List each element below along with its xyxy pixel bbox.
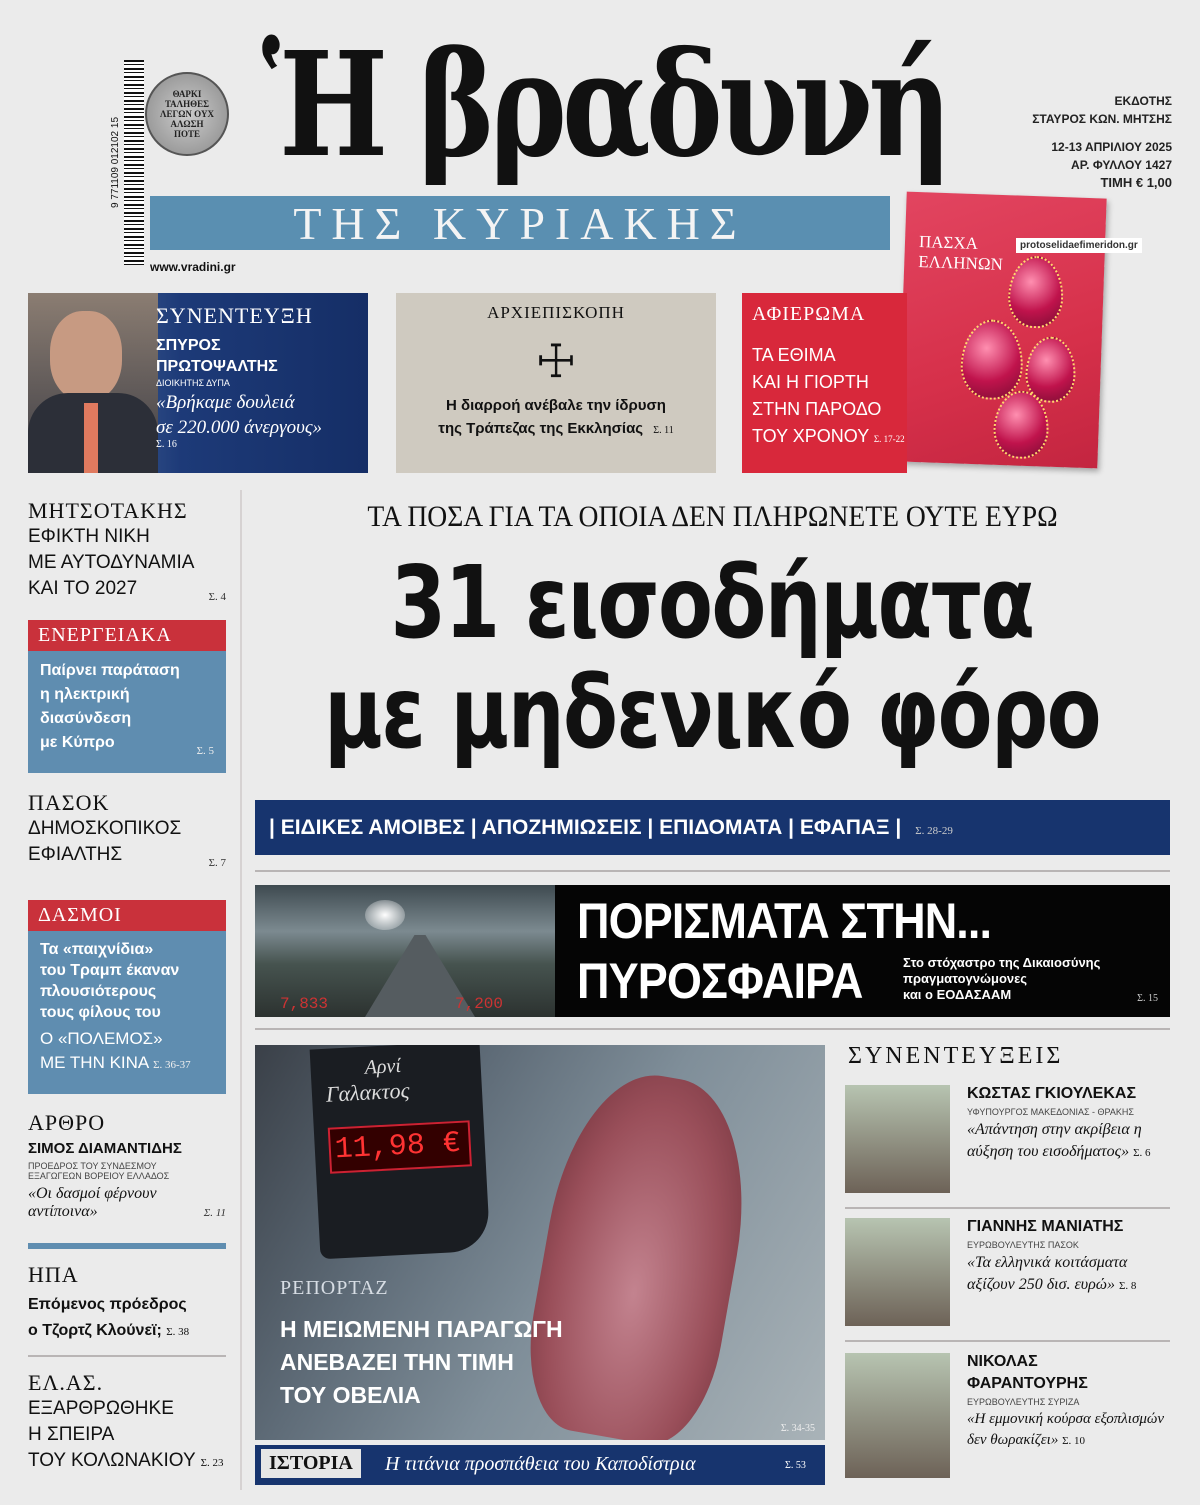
story-line: διασύνδεση xyxy=(40,710,132,727)
teaser-line: ΤΑ ΕΘΙΜΑ xyxy=(752,345,836,365)
interviewee-role: ΔΙΟΙΚΗΤΗΣ ΔΥΠΑ xyxy=(156,378,230,388)
price-sign xyxy=(310,1045,491,1259)
page-ref: Σ. 15 xyxy=(1137,993,1158,1004)
archdiocese-teaser[interactable] xyxy=(396,293,716,473)
report-line: ΤΟΥ ΟΒΕΛΙΑ xyxy=(280,1382,421,1408)
story-line: η ηλεκτρική xyxy=(40,686,130,703)
section-divider xyxy=(845,1340,1170,1342)
interviewee-name: ΝΙΚΟΛΑΣ xyxy=(967,1353,1038,1370)
tariffs-story[interactable] xyxy=(28,900,226,1094)
main-kicker: ΤΑ ΠΟΣΑ ΓΙΑ ΤΑ ΟΠΟΙΑ ΔΕΝ ΠΛΗΡΩΝΕΤΕ ΟΥΤΕ ΕΥΡΩ xyxy=(367,500,1058,533)
story-line: Τα «παιχνίδια» xyxy=(40,941,154,958)
issue-date: 12-13 ΑΠΡΙΛΙΟΥ 2025 xyxy=(1051,140,1172,154)
interview-quote: «Απάντηση στην ακρίβεια η αύξηση του εισοδήματος» xyxy=(967,1121,1142,1160)
main-headline[interactable] xyxy=(254,544,1169,771)
history-label: ΙΣΤΟΡΙΑ xyxy=(261,1449,361,1478)
easter-egg-icon xyxy=(1007,255,1064,329)
interviewee-name: ΓΙΑΝΝΗΣ ΜΑΝΙΑΤΗΣ xyxy=(967,1218,1124,1235)
website-link[interactable]: www.vradini.gr xyxy=(150,260,236,274)
interviewee-role: ΕΥΡΩΒΟΥΛΕΥΤΗΣ ΣΥΡΙΖΑ xyxy=(967,1397,1080,1407)
author-role: ΕΞΑΓΩΓΕΩΝ ΒΟΡΕΙΟΥ ΕΛΛΑΔΟΣ xyxy=(28,1171,170,1181)
publisher: ΣΤΑΥΡΟΣ ΚΩΝ. ΜΗΤΣΗΣ xyxy=(1032,112,1172,126)
issue-info xyxy=(990,92,1172,192)
story-line: ΜΕ ΑΥΤΟΔΥΝΑΜΙΑ xyxy=(28,552,195,573)
story-line: με Κύπρο xyxy=(40,734,115,751)
section-divider xyxy=(255,1028,1170,1030)
article-story[interactable] xyxy=(28,1110,226,1221)
banner-title: ΠΟΡΙΣΜΑΤΑ ΣΤΗΝ... xyxy=(577,893,992,949)
teaser-text: Η διαρροή ανέβαλε την ίδρυση xyxy=(446,397,666,414)
banner-sub: και ο ΕΟΔΑΣΑΑΜ xyxy=(903,987,1012,1002)
mitsotakis-story[interactable] xyxy=(28,498,226,610)
issue-number: ΑΡ. ΦΥΛΛΟΥ 1427 xyxy=(1071,158,1172,172)
teaser-line: ΣΤΗΝ ΠΑΡΟΔΟ xyxy=(752,399,882,419)
page-ref: Σ. 38 xyxy=(166,1326,190,1338)
story-line: ΕΦΙΑΛΤΗΣ xyxy=(28,844,123,865)
publisher-label: ΕΚΔΟΤΗΣ xyxy=(1114,94,1172,108)
banner-sub: Στο στόχαστρο της Δικαιοσύνης xyxy=(903,955,1101,970)
sub-line: ΜΕ ΤΗΝ ΚΙΝΑ xyxy=(40,1053,149,1072)
history-bar[interactable] xyxy=(255,1445,825,1485)
image-label: 7,833 xyxy=(280,995,329,1013)
story-line: ΤΟΥ ΚΟΛΩΝΑΚΙΟΥ xyxy=(28,1450,196,1471)
section-divider xyxy=(255,870,1170,872)
lamb-report[interactable] xyxy=(255,1045,825,1440)
interviews-head: ΣΥΝΕΝΤΕΥΞΕΙΣ xyxy=(848,1043,1064,1069)
banner-title: ΠΥΡΟΣΦΑΙΡΑ xyxy=(577,953,863,1009)
page-ref: Σ. 5 xyxy=(196,745,214,757)
author-name: ΣΙΜΟΣ ΔΙΑΜΑΝΤΙΔΗΣ xyxy=(28,1140,182,1157)
story-line: ΚΑΙ ΤΟ 2027 xyxy=(28,578,138,599)
interviewee-role: ΥΦΥΠΟΥΡΓΟΣ ΜΑΚΕΔΟΝΙΑΣ - ΘΡΑΚΗΣ xyxy=(967,1107,1134,1117)
watermark: protoselidaefimeridon.gr xyxy=(1016,238,1142,253)
section-head: ΜΗΤΣΟΤΑΚΗΣ xyxy=(28,498,188,523)
teaser-line: ΤΟΥ ΧΡΟΝΟΥ xyxy=(752,426,869,446)
usa-story[interactable] xyxy=(28,1262,226,1345)
teaser-line: ΚΑΙ Η ΓΙΟΡΤΗ xyxy=(752,372,869,392)
page-ref: Σ. 7 xyxy=(208,857,226,869)
double-headed-eagle-icon: ☩ xyxy=(535,335,577,387)
story-line: Επόμενος πρόεδρος xyxy=(28,1296,187,1313)
box-kicker: ΑΡΧΙΕΠΙΣΚΟΠΗ xyxy=(487,303,625,322)
interviewee-role: ΕΥΡΩΒΟΥΛΕΥΤΗΣ ΠΑΣΟΚ xyxy=(967,1240,1079,1250)
headline-line: 31 εισοδήματα xyxy=(390,544,1034,661)
interview-quote: «Η εμμονική κούρσα εξοπλισμών δεν θωρακίζει» xyxy=(967,1411,1165,1448)
interviewee-photo xyxy=(845,1085,950,1193)
author-role: ΠΡΟΕΔΡΟΣ ΤΟΥ ΣΥΝΔΕΣΜΟΥ xyxy=(28,1161,157,1171)
sign-text: Γαλακτος xyxy=(325,1077,411,1107)
story-line: Παίρνει παράταση xyxy=(40,662,180,679)
interviewee-name: ΦΑΡΑΝΤΟΥΡΗΣ xyxy=(967,1375,1088,1392)
page-ref: Σ. 4 xyxy=(208,591,226,603)
story-line: τους φίλους του xyxy=(40,1004,161,1021)
banner-sub: πραγματογνώμονες xyxy=(903,971,1028,986)
interviewee-first: ΣΠΥΡΟΣ xyxy=(156,337,221,354)
page-ref: Σ. 34-35 xyxy=(780,1423,815,1434)
image-label: 7,200 xyxy=(455,995,504,1013)
easter-egg-icon xyxy=(960,319,1025,401)
elas-story[interactable] xyxy=(28,1370,226,1476)
wildfire-banner[interactable] xyxy=(255,885,1170,1017)
page-ref: Σ. 23 xyxy=(200,1457,224,1469)
story-line: Η ΣΠΕΙΡΑ xyxy=(28,1424,115,1445)
section-head: ΗΠΑ xyxy=(28,1262,79,1287)
page-ref: Σ. 17-22 xyxy=(873,434,905,444)
story-line: ΕΦΙΚΤΗ ΝΙΚΗ xyxy=(28,526,150,547)
box-kicker: ΣΥΝΕΝΤΕΥΞΗ xyxy=(156,303,313,328)
page-ref: Σ. 11 xyxy=(203,1207,226,1219)
quote-line: «Βρήκαμε δουλειά xyxy=(156,392,295,413)
section-divider xyxy=(28,1243,226,1249)
topics: | ΕΙΔΙΚΕΣ ΑΜΟΙΒΕΣ | ΑΠΟΖΗΜΙΩΣΕΙΣ | ΕΠΙΔΟΜΑΤΑ | ΕΦΑΠΑΞ | xyxy=(269,816,902,839)
price: ΤΙΜΗ € 1,00 xyxy=(1100,175,1172,190)
supplement-title: ΠΑΣΧΑ ΕΛΛΗΝΩΝ xyxy=(918,232,1004,274)
sub-line: Ο «ΠΟΛΕΜΟΣ» xyxy=(40,1029,163,1048)
section-head: ΑΡΘΡΟ xyxy=(28,1110,106,1135)
section-head: ΠΑΣΟΚ xyxy=(28,790,110,815)
report-line: ΑΝΕΒΑΖΕΙ ΤΗΝ ΤΙΜΗ xyxy=(280,1349,514,1375)
story-line: ΔΗΜΟΣΚΟΠΙΚΟΣ xyxy=(28,818,182,839)
section-head: ΕΛ.ΑΣ. xyxy=(28,1370,104,1395)
story-line: ΕΞΑΡΘΡΩΘΗΚΕ xyxy=(28,1398,174,1419)
interviewee-photo xyxy=(845,1218,950,1326)
page-ref: Σ. 16 xyxy=(156,439,177,450)
section-divider xyxy=(28,1355,226,1357)
newspaper-logo: Ἡ βραδυνή xyxy=(262,20,948,189)
box-kicker: ΑΦΙΕΡΩΜΑ xyxy=(752,303,866,325)
section-head: ΔΑΣΜΟΙ xyxy=(28,900,226,931)
section-divider xyxy=(845,1207,1170,1209)
supplement-cover[interactable] xyxy=(897,192,1106,469)
highway-photo xyxy=(255,885,555,1017)
barcode-number: 9 771109 012102 15 xyxy=(110,117,121,209)
seal-logo xyxy=(145,72,229,156)
history-text: Η τιτάνια προσπάθεια του Καποδίστρια xyxy=(385,1453,696,1475)
page-ref: Σ. 8 xyxy=(1118,1280,1137,1292)
story-line: πλουσιότερους xyxy=(40,983,157,1000)
quote-line: «Οι δασμοί φέρνουν xyxy=(28,1185,157,1202)
interviewee-photo xyxy=(845,1353,950,1478)
page-ref: Σ. 36-37 xyxy=(153,1059,191,1071)
interviewee-name: ΚΩΣΤΑΣ ΓΚΙΟΥΛΕΚΑΣ xyxy=(967,1085,1137,1102)
barcode xyxy=(124,60,144,265)
page-ref: Σ. 53 xyxy=(785,1460,806,1471)
energy-story[interactable] xyxy=(28,620,226,773)
tribute-teaser[interactable] xyxy=(742,293,907,473)
pasok-story[interactable] xyxy=(28,790,226,876)
report-line: Η ΜΕΙΩΜΕΝΗ ΠΑΡΑΓΩΓΗ xyxy=(280,1316,563,1342)
page-ref: Σ. 6 xyxy=(1133,1147,1151,1159)
seal-text: ΘΑΡΚΙ ΤΑΛΗΘΕΣ ΛΕΓΩΝ ΟΥΧ ΑΛΩΣΗ ΠΟΤΕ xyxy=(160,89,214,139)
column-rule xyxy=(240,490,242,1490)
sign-text: Αρνί xyxy=(364,1054,402,1079)
interviewee-last: ΠΡΩΤΟΨΑΛΤΗΣ xyxy=(156,358,278,375)
interview-quote: «Τα ελληνικά κοιτάσματα αξίζουν 250 δισ. ευρώ» xyxy=(967,1254,1128,1293)
section-head: ΕΝΕΡΓΕΙΑΚΑ xyxy=(28,620,226,651)
quote-line: αντίποινα» xyxy=(28,1203,98,1220)
report-kicker: ΡΕΠΟΡΤΑΖ xyxy=(280,1277,389,1299)
page-ref: Σ. 11 xyxy=(653,425,674,436)
subtitle-band: ΤΗΣ ΚΥΡΙΑΚΗΣ xyxy=(150,196,890,250)
page-ref: Σ. 28-29 xyxy=(915,825,953,837)
interview-photo xyxy=(28,293,158,473)
topics-bar xyxy=(255,800,1170,855)
story-line: του Τραμπ έκαναν xyxy=(40,962,180,979)
quote-line: σε 220.000 άνεργους» xyxy=(156,417,323,438)
teaser-text: της Τράπεζας της Εκκλησίας xyxy=(438,420,644,437)
story-line: ο Τζορτζ Κλούνεϊ; xyxy=(28,1322,162,1339)
sign-price: 11,98 € xyxy=(328,1120,472,1173)
page-ref: Σ. 10 xyxy=(1062,1435,1085,1447)
interview-teaser[interactable] xyxy=(28,293,368,473)
headline-line: με μηδενικό φόρο xyxy=(323,654,1101,771)
